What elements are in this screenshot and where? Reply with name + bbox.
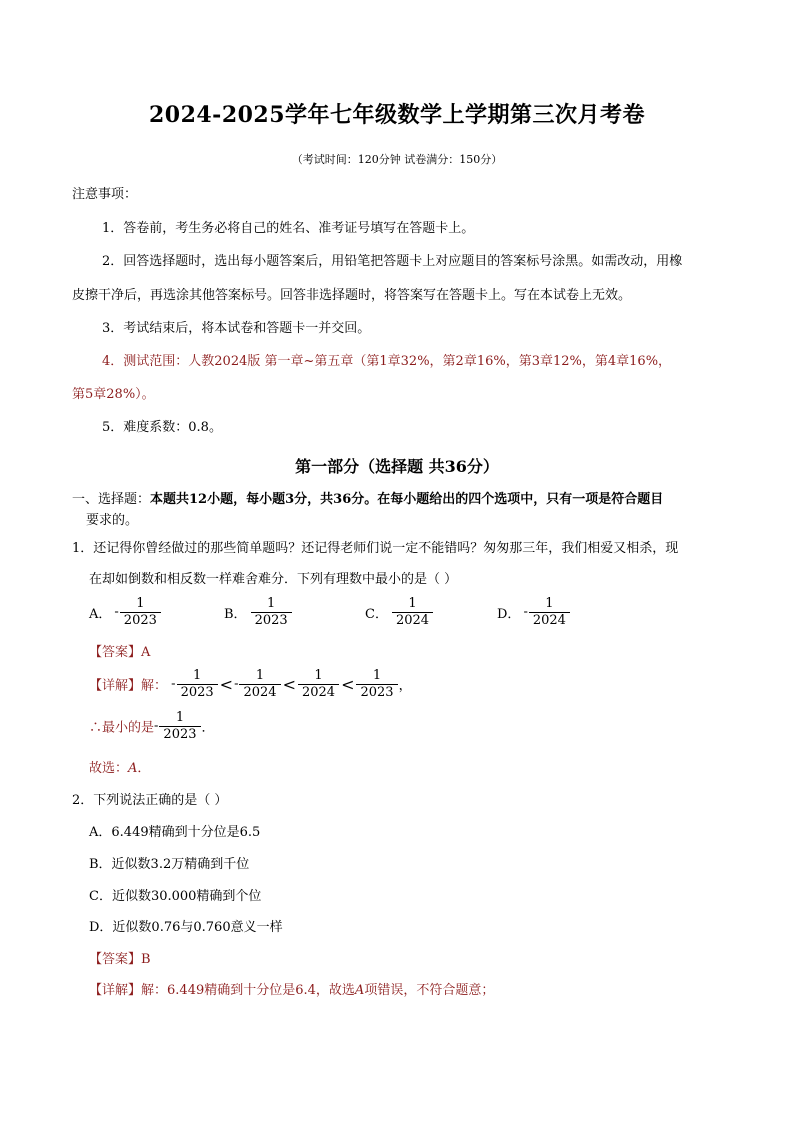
notice-item-5: 5．难度系数：0.8。 xyxy=(102,420,222,435)
q1-conclusion-denominator: 2023 xyxy=(163,726,197,742)
q1-conclusion-prefix: ∴最小的是 xyxy=(89,720,155,736)
q1-chain-tail: ， xyxy=(398,678,412,694)
q1-chain-denominator-4: 2023 xyxy=(360,684,394,700)
q1-answer-value: A xyxy=(141,645,151,660)
section-heading: 第一部分（选择题 共36分） xyxy=(295,457,499,476)
q1-stem-line-2: 在却如倒数和相反数一样难舍难分．下列有理数中最小的是（ ） xyxy=(89,572,458,587)
q1-chain-less-than-2: < xyxy=(282,674,296,694)
q1-chain-sign-2: - xyxy=(234,676,239,692)
q1-detail xyxy=(89,669,412,699)
q1-option-a-fraction xyxy=(120,597,161,627)
notice-item-3: 3．考试结束后，将本试卷和答题卡一并交回。 xyxy=(102,321,371,336)
q1-chain-numerator-3: 1 xyxy=(298,669,339,685)
notice-item-4-line-2: 第5章28%）。 xyxy=(72,387,155,402)
instructions-prefix: 一、选择题： xyxy=(72,492,151,507)
q2-option-c: C．近似数30.000精确到个位 xyxy=(89,889,262,904)
q1-option-d-fraction xyxy=(529,597,570,627)
q1-option-c-fraction xyxy=(392,597,433,627)
q1-chain-numerator-1: 1 xyxy=(177,669,218,685)
q1-chain-denominator-2: 2024 xyxy=(243,684,277,700)
q2-option-d: D．近似数0.76与0.760意义一样 xyxy=(89,920,283,935)
q1-chain-fraction-3 xyxy=(298,669,339,699)
q1-chain-denominator-1: 2023 xyxy=(180,684,214,700)
notice-item-2-line-2: 皮擦干净后，再选涂其他答案标号。回答非选择题时，将答案写在答题卡上。写在本试卷上无效。 xyxy=(72,288,632,303)
q1-option-b-fraction xyxy=(251,597,292,627)
instructions-line-2: 要求的。 xyxy=(86,513,139,528)
q1-option-a-numerator: 1 xyxy=(120,597,161,613)
q1-option-b xyxy=(224,597,293,627)
q1-option-a-sign: - xyxy=(114,604,119,620)
q2-stem: 2．下列说法正确的是（ ） xyxy=(72,793,228,808)
q1-option-d-sign: - xyxy=(523,604,528,620)
q1-choose-value: A xyxy=(128,761,138,776)
q1-option-c-denominator: 2024 xyxy=(395,612,430,628)
q1-chain-fraction-1 xyxy=(177,669,218,699)
q1-chain-less-than-1: < xyxy=(219,674,234,694)
q1-answer-tag: 【答案】 xyxy=(89,645,142,660)
exam-subtitle: （考试时间：120分钟 试卷满分：150分） xyxy=(291,153,503,166)
notice-heading: 注意事项： xyxy=(72,187,138,202)
q1-detail-tag: 【详解】 xyxy=(89,678,142,694)
q1-option-b-numerator: 1 xyxy=(251,597,292,613)
instructions-line-1 xyxy=(72,488,663,507)
q1-conclusion xyxy=(89,711,215,741)
notice-item-1: 1．答卷前，考生务必将自己的姓名、准考证号填写在答题卡上。 xyxy=(102,221,475,236)
q2-option-b: B．近似数3.2万精确到千位 xyxy=(89,857,250,872)
q1-chain-fraction-2 xyxy=(239,669,280,699)
q2-answer-tag: 【答案】 xyxy=(89,952,142,967)
q2-detail xyxy=(89,979,494,998)
q1-option-c xyxy=(365,597,434,627)
q2-answer xyxy=(89,948,151,967)
q1-option-d-denominator: 2024 xyxy=(532,612,566,628)
q1-option-d-numerator: 1 xyxy=(529,597,570,613)
instructions-text: 本题共12小题，每小题3分，共36分。在每小题给出的四个选项中，只有一项是符合题目 xyxy=(150,492,664,507)
notice-item-4-line-1: 4．测试范围：人教2024版 第一章~第五章（第1章32%，第2章16%，第3章12%，第4章16%， xyxy=(102,354,672,369)
q2-option-a: A．6.449精确到十分位是6.5 xyxy=(89,825,261,840)
q1-option-c-label: C． xyxy=(365,606,388,622)
q1-chain-denominator-3: 2024 xyxy=(301,684,336,700)
q1-option-a xyxy=(89,597,162,627)
q1-chain-sign-1: - xyxy=(171,676,176,692)
q1-option-c-numerator: 1 xyxy=(392,597,433,613)
q1-detail-prefix: 解： xyxy=(141,678,168,694)
q1-conclusion-sign: - xyxy=(154,718,159,734)
q1-option-a-denominator: 2023 xyxy=(123,612,157,628)
q2-detail-tag: 【详解】 xyxy=(89,983,142,998)
q1-option-d xyxy=(497,597,571,627)
q1-conclusion-numerator: 1 xyxy=(159,711,200,727)
q2-detail-letter: A xyxy=(354,983,365,998)
q1-chain-numerator-4: 1 xyxy=(356,669,397,685)
q1-choose-tail: ． xyxy=(137,761,151,776)
q1-choose xyxy=(89,757,150,776)
q1-conclusion-tail: ． xyxy=(201,720,215,736)
q1-option-d-label: D． xyxy=(497,606,521,622)
q1-chain-numerator-2: 1 xyxy=(239,669,280,685)
q2-detail-text-b: 项错误，不符合题意； xyxy=(364,983,495,998)
q1-answer xyxy=(89,641,150,660)
exam-title: 2024-2025学年七年级数学上学期第三次月考卷 xyxy=(148,102,646,128)
q1-chain-less-than-3: < xyxy=(341,674,355,694)
q1-option-b-denominator: 2023 xyxy=(254,612,288,628)
q1-chain-fraction-4 xyxy=(356,669,397,699)
q1-choose-prefix: 故选： xyxy=(89,761,129,776)
q2-answer-value: B xyxy=(141,952,151,967)
q1-option-a-label: A． xyxy=(89,606,112,622)
q1-stem-line-1: 1．还记得你曾经做过的那些简单题吗？还记得老师们说一定不能错吗？匆匆那三年，我们相爱又相杀，现 xyxy=(72,541,679,556)
q2-detail-text-a: 解：6.449精确到十分位是6.4，故选 xyxy=(141,983,355,998)
q1-conclusion-fraction xyxy=(159,711,200,741)
notice-item-2-line-1: 2．回答选择题时，选出每小题答案后，用铅笔把答题卡上对应题目的答案标号涂黑。如需改动，用橡 xyxy=(102,254,683,269)
q1-option-b-label: B． xyxy=(224,606,247,622)
